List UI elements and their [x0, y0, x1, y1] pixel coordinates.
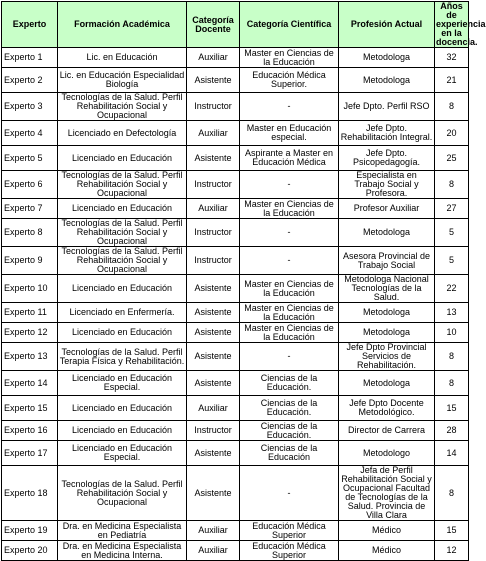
cell-categoria-docente: Asistente: [187, 441, 240, 466]
cell-anos: 32: [435, 48, 469, 68]
table-row: [2, 247, 469, 275]
cell-experto: Experto 7: [2, 199, 58, 219]
cell-categoria-cientifica: -: [240, 466, 339, 521]
cell-anos: 15: [435, 396, 469, 421]
cell-profesion: Médico: [339, 541, 435, 561]
cell-profesion: Metodologa Nacional Tecnologías de la Salud.: [339, 275, 435, 303]
cell-anos: 15: [435, 521, 469, 541]
cell-categoria-cientifica: -: [240, 247, 339, 275]
cell-anos: 8: [435, 343, 469, 371]
cell-profesion: Metodologa: [339, 323, 435, 343]
cell-experto: Experto 1: [2, 48, 58, 68]
table-row: [2, 68, 469, 93]
cell-categoria-docente: Instructor: [187, 421, 240, 441]
cell-experto: Experto 12: [2, 323, 58, 343]
table-row: [2, 466, 469, 521]
cell-formacion: Tecnologías de la Salud. Perfil Rehabilitación Social y Ocupacional: [58, 466, 187, 521]
header-formacion: Formación Académica: [58, 2, 187, 48]
header-anos: Años de experiencia en la docencia.: [436, 1, 486, 47]
cell-experto: Experto 15: [2, 396, 58, 421]
table-row: [2, 219, 469, 247]
cell-categoria-cientifica: Ciencias de la Educación: [240, 441, 339, 466]
cell-categoria-docente: Auxiliar: [187, 48, 240, 68]
cell-experto: Experto 3: [2, 93, 58, 121]
cell-anos: 8: [435, 93, 469, 121]
cell-experto: Experto 2: [2, 68, 58, 93]
cell-profesion: Metodologo: [339, 441, 435, 466]
cell-anos: 12: [435, 541, 469, 561]
table-row: [2, 521, 469, 541]
cell-categoria-docente: Auxiliar: [187, 396, 240, 421]
cell-profesion: Jefe Dpto. Psicopedagogía.: [339, 146, 435, 171]
cell-formacion: Dra. en Medicina Especialista en Medicina Interna.: [58, 541, 187, 561]
cell-experto: Experto 14: [2, 371, 58, 396]
cell-anos: 8: [435, 171, 469, 199]
cell-formacion: Licenciado en Educación: [58, 396, 187, 421]
cell-profesion: Jefe Dpto. Perfil RSO: [339, 93, 435, 121]
cell-profesion: Director de Carrera: [339, 421, 435, 441]
cell-profesion: Metodologa: [339, 219, 435, 247]
cell-anos: 27: [435, 199, 469, 219]
cell-formacion: Licenciado en Educación Especial.: [58, 371, 187, 396]
cell-profesion: Jefe Dpto Provincial Servicios de Rehabilitación.: [339, 343, 435, 371]
cell-experto: Experto 9: [2, 247, 58, 275]
table-row: [2, 421, 469, 441]
cell-formacion: Tecnologías de la Salud. Perfil Rehabilitación Social y Ocupacional: [58, 247, 187, 275]
cell-categoria-docente: Asistente: [187, 466, 240, 521]
cell-formacion: Licenciado en Educación: [58, 323, 187, 343]
table-row: [2, 441, 469, 466]
table-body: [2, 48, 469, 561]
cell-formacion: Tecnologías de la Salud. Perfil Rehabilitación Social y Ocupacional: [58, 219, 187, 247]
table-row: [2, 371, 469, 396]
cell-categoria-cientifica: Master en Ciencias de la Educación: [240, 303, 339, 323]
cell-anos: 28: [435, 421, 469, 441]
cell-categoria-docente: Instructor: [187, 247, 240, 275]
cell-formacion: Lic. en Educación Especialidad Biología: [58, 68, 187, 93]
cell-formacion: Tecnologías de la Salud. Perfil Rehabilitación Social y Ocupacional: [58, 171, 187, 199]
cell-profesion: Médico: [339, 521, 435, 541]
table-row: [2, 171, 469, 199]
cell-categoria-cientifica: Ciencias de la Educación.: [240, 421, 339, 441]
cell-formacion: Tecnologías de la Salud. Perfil Rehabilitación Social y Ocupacional: [58, 93, 187, 121]
cell-anos: 5: [435, 247, 469, 275]
cell-profesion: Metodologa: [339, 68, 435, 93]
cell-experto: Experto 16: [2, 421, 58, 441]
table-row: [2, 199, 469, 219]
cell-categoria-cientifica: Master en Ciencias de la Educación: [240, 48, 339, 68]
cell-anos: 22: [435, 275, 469, 303]
table-row: [2, 121, 469, 146]
cell-formacion: Lic. en Educación: [58, 48, 187, 68]
cell-experto: Experto 6: [2, 171, 58, 199]
cell-profesion: Profesor Auxiliar: [339, 199, 435, 219]
cell-experto: Experto 4: [2, 121, 58, 146]
cell-formacion: Licenciado en Educación: [58, 421, 187, 441]
header-row: [2, 2, 469, 48]
cell-profesion: Jefe Dpto Docente Metodológico.: [339, 396, 435, 421]
cell-anos: 14: [435, 441, 469, 466]
cell-categoria-cientifica: Master en Ciencias de la Educación: [240, 199, 339, 219]
cell-categoria-cientifica: Master en Ciencias de la Educación: [240, 275, 339, 303]
cell-experto: Experto 20: [2, 541, 58, 561]
cell-anos: 8: [435, 371, 469, 396]
cell-categoria-cientifica: Ciencias de la Educación.: [240, 371, 339, 396]
header-profesion: Profesión Actual: [339, 2, 435, 48]
table-row: [2, 541, 469, 561]
cell-profesion: Metodologa: [339, 303, 435, 323]
cell-categoria-docente: Auxiliar: [187, 121, 240, 146]
cell-formacion: Licenciado en Defectología: [58, 121, 187, 146]
cell-formacion: Dra. en Medicina Especialista en Pediatría: [58, 521, 187, 541]
cell-experto: Experto 5: [2, 146, 58, 171]
header-categoria-docente: Categoría Docente: [187, 2, 240, 48]
cell-formacion: Tecnologías de la Salud. Perfil Terapia Física y Rehabilitación.: [58, 343, 187, 371]
cell-categoria-cientifica: -: [240, 93, 339, 121]
cell-anos: 8: [435, 466, 469, 521]
table-row: [2, 93, 469, 121]
header-categoria-cientifica: Categoría Científica: [240, 2, 339, 48]
experts-table: [1, 1, 486, 561]
cell-categoria-docente: Asistente: [187, 146, 240, 171]
table-row: [2, 146, 469, 171]
cell-categoria-cientifica: Educación Médica Superior: [240, 521, 339, 541]
cell-profesion: Asesora Provincial de Trabajo Social: [339, 247, 435, 275]
cell-categoria-docente: Auxiliar: [187, 541, 240, 561]
cell-categoria-cientifica: Educación Médica Superior: [240, 541, 339, 561]
table-row: [2, 303, 469, 323]
cell-anos: 10: [435, 323, 469, 343]
table-row: [2, 275, 469, 303]
cell-categoria-cientifica: -: [240, 343, 339, 371]
cell-categoria-docente: Instructor: [187, 219, 240, 247]
cell-categoria-cientifica: Aspirante a Master en Educación Médica: [240, 146, 339, 171]
cell-categoria-cientifica: Master en Educación especial.: [240, 121, 339, 146]
cell-categoria-cientifica: -: [240, 171, 339, 199]
cell-formacion: Licenciado en Educación: [58, 275, 187, 303]
cell-categoria-docente: Instructor: [187, 171, 240, 199]
cell-experto: Experto 18: [2, 466, 58, 521]
cell-anos: 13: [435, 303, 469, 323]
cell-experto: Experto 8: [2, 219, 58, 247]
cell-categoria-cientifica: Master en Ciencias de la Educación: [240, 323, 339, 343]
cell-experto: Experto 11: [2, 303, 58, 323]
cell-anos: 20: [435, 121, 469, 146]
table-row: [2, 48, 469, 68]
cell-experto: Experto 19: [2, 521, 58, 541]
cell-categoria-cientifica: Ciencias de la Educación.: [240, 396, 339, 421]
cell-profesion: Especialista en Trabajo Social y Profesora.: [339, 171, 435, 199]
cell-experto: Experto 10: [2, 275, 58, 303]
cell-formacion: Licenciado en Enfermería.: [58, 303, 187, 323]
cell-formacion: Licenciado en Educación Especial.: [58, 441, 187, 466]
cell-experto: Experto 17: [2, 441, 58, 466]
cell-formacion: Licenciado en Educación: [58, 199, 187, 219]
cell-categoria-docente: Asistente: [187, 303, 240, 323]
cell-anos: 21: [435, 68, 469, 93]
cell-categoria-docente: Asistente: [187, 371, 240, 396]
cell-profesion: Metodologa: [339, 48, 435, 68]
cell-experto: Experto 13: [2, 343, 58, 371]
cell-categoria-docente: Asistente: [187, 68, 240, 93]
cell-categoria-docente: Asistente: [187, 343, 240, 371]
table-row: [2, 323, 469, 343]
cell-anos: 25: [435, 146, 469, 171]
cell-anos: 5: [435, 219, 469, 247]
cell-categoria-cientifica: Educación Médica Superior.: [240, 68, 339, 93]
cell-categoria-docente: Auxiliar: [187, 199, 240, 219]
cell-categoria-docente: Auxiliar: [187, 521, 240, 541]
cell-profesion: Jefa de Perfil Rehabilitación Social y Ocupacional Facultad de Tecnologías de la Salud. Provincia de Villa Clara: [339, 466, 435, 521]
cell-categoria-docente: Asistente: [187, 275, 240, 303]
table-row: [2, 396, 469, 421]
cell-categoria-docente: Instructor: [187, 93, 240, 121]
cell-formacion: Licenciado en Educación: [58, 146, 187, 171]
cell-profesion: Metodologa: [339, 371, 435, 396]
cell-profesion: Jefe Dpto. Rehabilitación Integral.: [339, 121, 435, 146]
cell-categoria-cientifica: -: [240, 219, 339, 247]
header-experto: Experto: [2, 2, 58, 48]
table-row: [2, 343, 469, 371]
cell-categoria-docente: Asistente: [187, 323, 240, 343]
